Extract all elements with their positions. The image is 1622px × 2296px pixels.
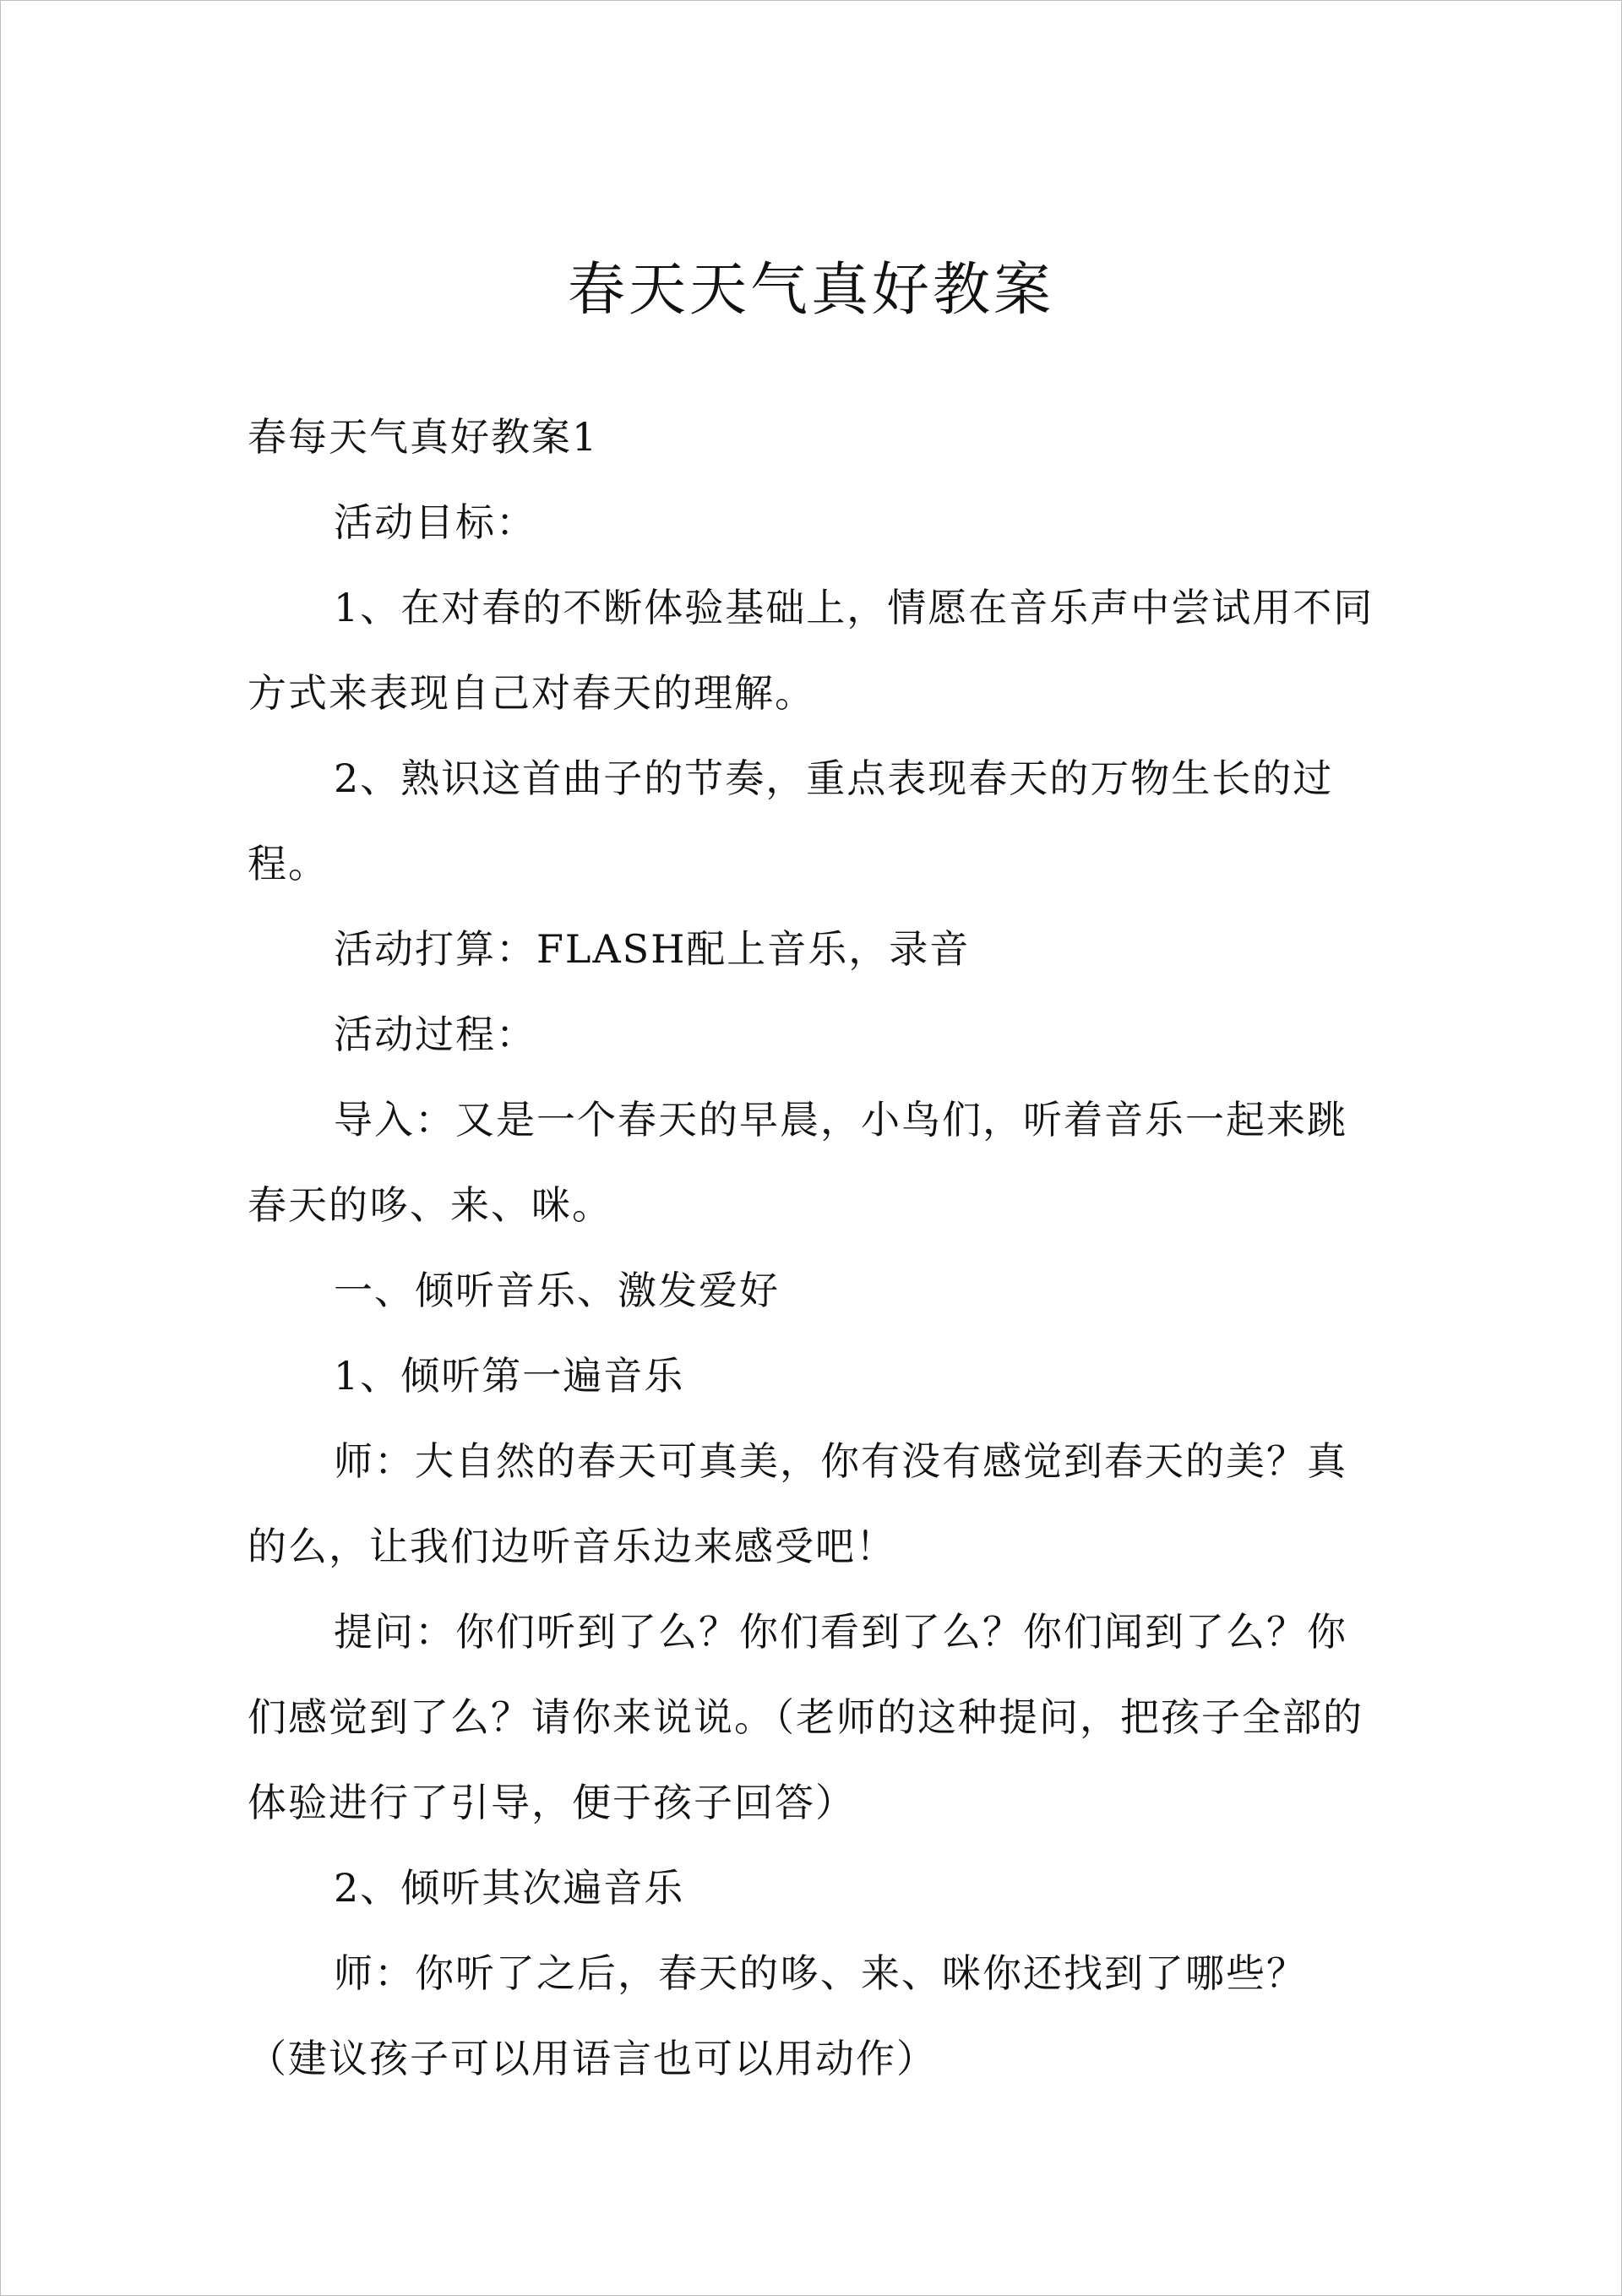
paragraph: 1、倾听第一遍音乐 [334, 1353, 685, 1399]
paragraph: 活动目标： [334, 499, 536, 545]
paragraph: 提问：你们听到了么？你们看到了么？你们闻到了么？你们感觉到了么？请你来说说。（老师的这种提问，把孩子全部的体验进行了引导，便于孩子回答） [248, 1609, 1363, 1825]
document-title: 春天天气真好教案 [567, 257, 1054, 324]
paragraph: 一、倾听音乐、激发爱好 [334, 1268, 780, 1313]
paragraph: 2、熟识这首曲子的节奏，重点表现春天的万物生长的过程。 [248, 755, 1334, 886]
paragraph: 2、倾听其次遍音乐 [334, 1865, 685, 1911]
paragraph: 活动过程： [334, 1012, 536, 1057]
paragraph: 师：大自然的春天可真美，你有没有感觉到春天的美？真的么，让我们边听音乐边来感受吧！ [248, 1438, 1347, 1569]
section-heading: 春每天气真好教案1 [248, 414, 599, 460]
paragraph: 导入：又是一个春天的早晨，小鸟们，听着音乐一起来跳春天的哆、来、咪。 [248, 1097, 1347, 1228]
paragraph: 师：你听了之后，春天的哆、来、咪你还找到了哪些？（建议孩子可以用语言也可以用动作） [248, 1950, 1307, 2081]
document-body [248, 395, 1380, 2102]
paragraph: 活动打算：FLASH配上音乐，录音 [334, 926, 971, 972]
paragraph: 1、在对春的不断体验基础上，情愿在音乐声中尝试用不同方式来表现自己对春天的理解。 [248, 585, 1374, 716]
